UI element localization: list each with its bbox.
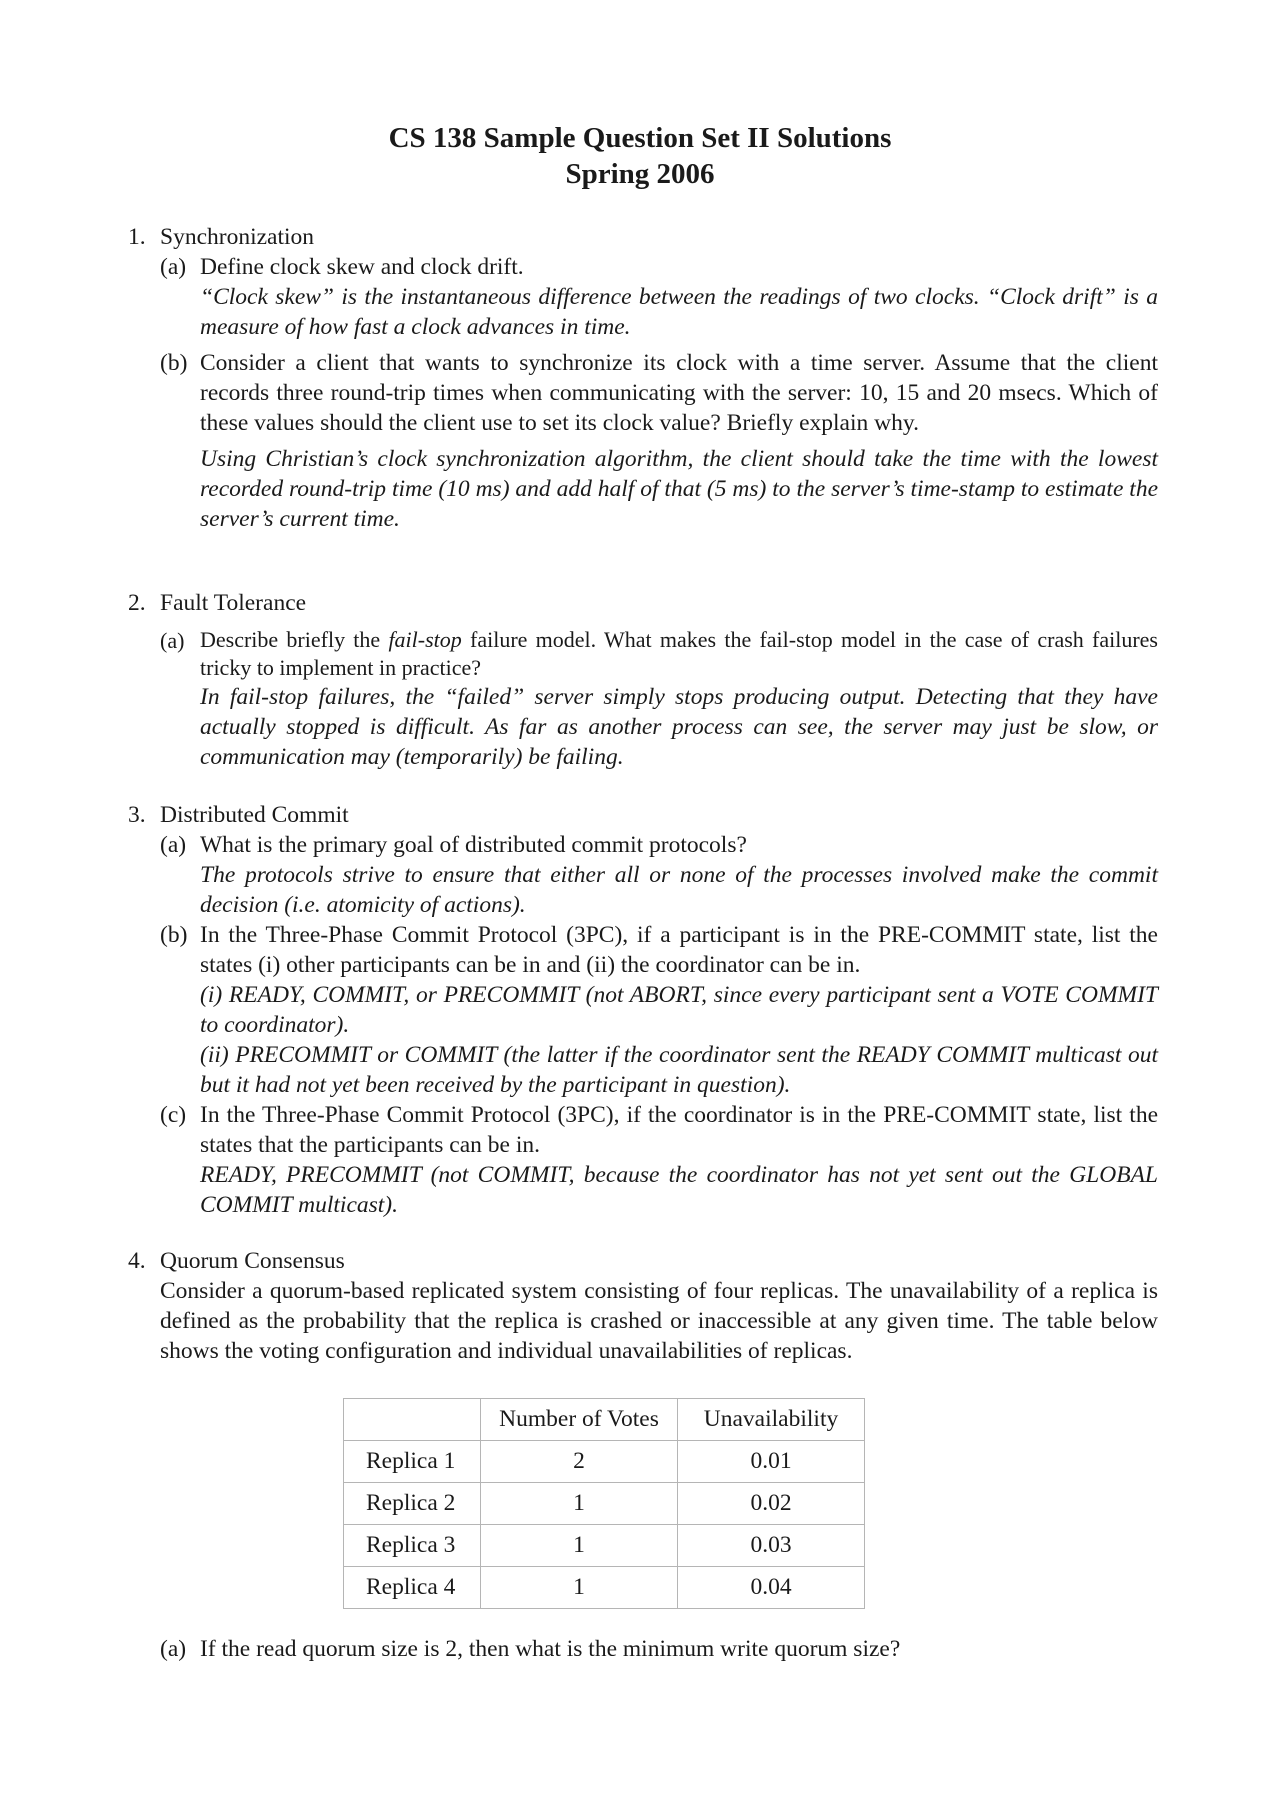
- table-row: [344, 1483, 865, 1525]
- question-text: Define clock skew and clock drift.: [200, 254, 524, 280]
- emphasized-term: fail-stop: [388, 627, 462, 652]
- answer-text: (ii) PRECOMMIT or COMMIT (the latter if the coordinator sent the READY COMMIT multicast out but it had not yet been received by the participant in question).: [200, 1042, 1158, 1098]
- answer-text: (i) READY, COMMIT, or PRECOMMIT (not ABORT, since every participant sent a VOTE COMMIT to coordinator).: [200, 982, 1158, 1038]
- item-label: (b): [160, 350, 188, 376]
- table-cell: Replica 1: [344, 1441, 481, 1483]
- table-cell: 0.04: [678, 1567, 865, 1609]
- section-title: Distributed Commit: [160, 802, 349, 828]
- question-text-part: failure model. What makes the fail-stop model in the case of crash failures tricky to implement in practice?: [200, 627, 1158, 680]
- question-text: If the read quorum size is 2, then what is the minimum write quorum size?: [200, 1636, 901, 1662]
- question-item: [128, 626, 1158, 772]
- item-label: (a): [160, 254, 187, 280]
- table-header-cell: Unavailability: [678, 1399, 865, 1441]
- item-label: (a): [160, 832, 187, 858]
- section-synchronization: [128, 222, 1158, 534]
- section-heading: [128, 800, 1158, 830]
- answer-text: READY, PRECOMMIT (not COMMIT, because the coordinator has not yet sent out the GLOBAL COMMIT multicast).: [200, 1162, 1158, 1218]
- question-text: What is the primary goal of distributed commit protocols?: [200, 832, 747, 858]
- document-subtitle: Spring 2006: [565, 158, 715, 190]
- section-number: 3.: [128, 802, 146, 828]
- section-heading: [128, 222, 1158, 252]
- question-item: [128, 1100, 1158, 1220]
- table-header-cell: Number of Votes: [481, 1399, 678, 1441]
- table-cell: 0.02: [678, 1483, 865, 1525]
- section-fault-tolerance: [128, 588, 1158, 772]
- table-cell: Replica 4: [344, 1567, 481, 1609]
- question-item: [128, 348, 1158, 534]
- table-row: [344, 1525, 865, 1567]
- replica-table: [343, 1398, 865, 1609]
- table-cell: Replica 2: [344, 1483, 481, 1525]
- document-header: [0, 120, 1280, 192]
- question-item: [128, 920, 1158, 1100]
- section-heading: [128, 1246, 1158, 1276]
- table-cell: 1: [481, 1525, 678, 1567]
- section-heading: [128, 588, 1158, 618]
- question-item: [128, 252, 1158, 342]
- section-number: 1.: [128, 224, 146, 250]
- answer-text: The protocols strive to ensure that either all or none of the processes involved make the commit decision (i.e. atomicity of actions).: [200, 862, 1158, 918]
- section-title: Quorum Consensus: [160, 1248, 345, 1274]
- table-cell: 0.01: [678, 1441, 865, 1483]
- item-label: (a): [160, 1636, 187, 1662]
- section-distributed-commit: [128, 800, 1158, 1220]
- table-header-cell: [344, 1399, 481, 1441]
- question-text: [200, 626, 1158, 682]
- section-number: 4.: [128, 1248, 146, 1274]
- answer-text: In fail-stop failures, the “failed” server simply stops producing output. Detecting that they have actually stopped is difficult. As far as another process can see, the server may just be slow, or communication may (temporarily) be failing.: [200, 684, 1158, 770]
- question-item: [128, 1634, 1158, 1664]
- item-label: (a): [160, 628, 185, 653]
- item-label: (c): [160, 1102, 187, 1128]
- table-cell: 1: [481, 1567, 678, 1609]
- table-row: [344, 1441, 865, 1483]
- question-text-part: Describe briefly the: [200, 627, 389, 652]
- question-text: In the Three-Phase Commit Protocol (3PC), if a participant is in the PRE-COMMIT state, list the states (i) other participants can be in and (ii) the coordinator can be in.: [200, 922, 1158, 978]
- answer-text: “Clock skew” is the instantaneous difference between the readings of two clocks. “Clock drift” is a measure of how fast a clock advances in time.: [200, 284, 1158, 340]
- section-quorum-questions: [128, 1634, 1158, 1664]
- table-header-row: [344, 1399, 865, 1441]
- table-cell: 1: [481, 1483, 678, 1525]
- section-intro: Consider a quorum-based replicated system consisting of four replicas. The unavailability of a replica is defined as the probability that the replica is crashed or inaccessible at any given time. The table below shows the voting configuration and individual unavailabilities of replicas.: [160, 1278, 1158, 1364]
- question-item: [128, 830, 1158, 920]
- table-row: [344, 1567, 865, 1609]
- table-cell: 2: [481, 1441, 678, 1483]
- table-cell: Replica 3: [344, 1525, 481, 1567]
- answer-text: Using Christian’s clock synchronization algorithm, the client should take the time with the lowest recorded round-trip time (10 ms) and add half of that (5 ms) to the server’s time-stamp to estimate the server’s current time.: [200, 446, 1158, 532]
- section-title: Synchronization: [160, 224, 315, 250]
- question-text: Consider a client that wants to synchronize its clock with a time server. Assume that the client records three round-trip times when communicating with the server: 10, 15 and 20 msecs. Which of these values should the client use to set its clock value? Briefly explain why.: [200, 350, 1158, 436]
- item-label: (b): [160, 922, 188, 948]
- table-cell: 0.03: [678, 1525, 865, 1567]
- section-title: Fault Tolerance: [160, 590, 307, 616]
- section-number: 2.: [128, 590, 146, 616]
- document-title: CS 138 Sample Question Set II Solutions: [388, 122, 892, 154]
- question-text: In the Three-Phase Commit Protocol (3PC), if the coordinator is in the PRE-COMMIT state, list the states that the participants can be in.: [200, 1102, 1158, 1158]
- section-quorum-consensus: [128, 1246, 1158, 1366]
